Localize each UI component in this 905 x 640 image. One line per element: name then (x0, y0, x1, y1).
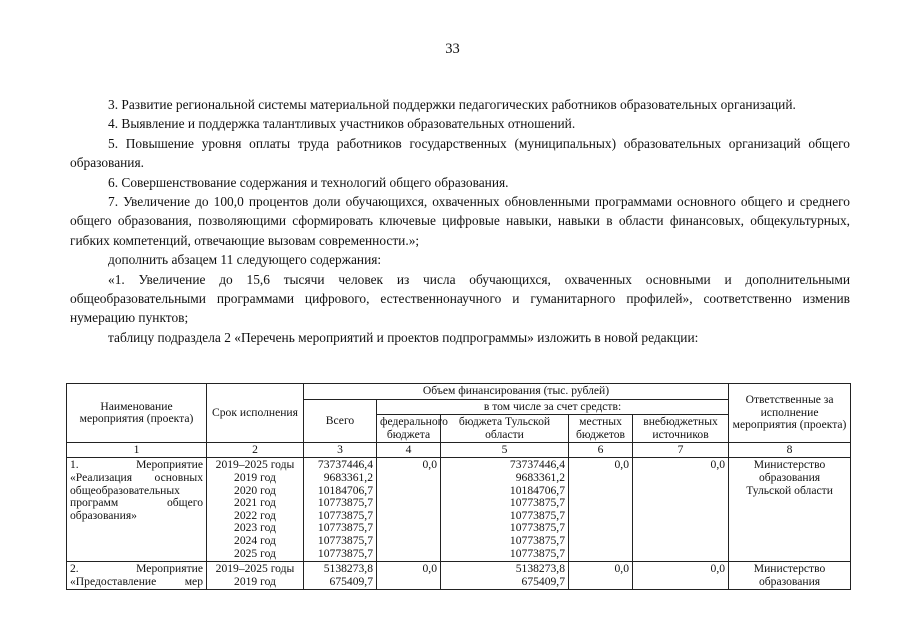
page-number: 33 (445, 41, 460, 57)
paragraph-item-5: 5. Повышение уровня оплаты труда работников государственных (муниципальных) образовательных организаций общего образования. (70, 135, 850, 171)
responsible-value: Министерство (753, 458, 826, 472)
term-value: 2022 год (234, 508, 276, 522)
activity-regional (441, 458, 569, 562)
total-value: 10773875,7 (317, 533, 373, 547)
activity-responsible (729, 562, 851, 590)
header-federal: федерального бюджета (377, 415, 441, 443)
regional-value: 10773875,7 (509, 533, 565, 547)
term-value: 2023 год (234, 521, 276, 535)
column-number: 7 (633, 443, 729, 458)
term-value: 2019–2025 годы (215, 458, 295, 472)
responsible-value: Тульской области (746, 483, 833, 497)
activity-name-word: Мероприятие (136, 458, 203, 472)
header-total: Всего (304, 399, 377, 443)
responsible-value: образования (758, 574, 821, 588)
column-number: 2 (207, 443, 304, 458)
term-value: 2019 год (234, 470, 276, 484)
activity-name (67, 562, 207, 590)
federal-value: 0,0 (422, 458, 437, 472)
column-number: 4 (377, 443, 441, 458)
header-extra: внебюджетных источников (633, 415, 729, 443)
activity-responsible (729, 458, 851, 562)
responsible-value: образования (758, 470, 821, 484)
activity-total (304, 562, 377, 590)
document-body (70, 95, 850, 347)
activity-local (569, 562, 633, 590)
activity-name-word: общеобразовательных (70, 483, 180, 497)
activity-extra (633, 562, 729, 590)
extra-value: 0,0 (710, 562, 726, 576)
header-term: Срок исполнения (207, 384, 304, 443)
total-value: 10773875,7 (317, 546, 373, 560)
term-value: 2025 год (234, 546, 276, 560)
activity-term (207, 562, 304, 590)
activity-name-line (70, 510, 203, 523)
activity-name-word: программ (70, 496, 119, 510)
activity-extra (633, 458, 729, 562)
column-number: 1 (67, 443, 207, 458)
activity-name-word: Мероприятие (136, 562, 203, 576)
paragraph-table-intro: таблицу подраздела 2 «Перечень мероприятий и проектов подпрограммы» изложить в новой редакции: (108, 329, 699, 345)
regional-value: 73737446,4 (509, 458, 565, 472)
activity-federal (377, 458, 441, 562)
column-number: 5 (441, 443, 569, 458)
term-value: 2021 год (234, 496, 276, 510)
activity-name-word: основных (154, 470, 203, 484)
total-value: 5138273,8 (323, 562, 373, 576)
paragraph-item-6: 6. Совершенствование содержания и технологий общего образования. (108, 174, 509, 190)
activity-name (67, 458, 207, 562)
term-value: 2024 год (234, 533, 276, 547)
column-number: 6 (569, 443, 633, 458)
regional-value: 5138273,8 (515, 562, 565, 576)
header-including: в том числе за счет средств: (377, 399, 729, 415)
total-value: 10184706,7 (317, 483, 373, 497)
responsible-value: Министерство (753, 562, 826, 576)
activity-regional (441, 562, 569, 590)
regional-value: 10773875,7 (509, 521, 565, 535)
column-number-row (67, 443, 851, 458)
paragraph-item-3: 3. Развитие региональной системы материальной поддержки педагогических работников образовательных организаций. (108, 97, 796, 112)
table-body (67, 458, 851, 590)
total-value: 675409,7 (329, 574, 373, 588)
table-header-row (67, 384, 851, 400)
regional-value: 10773875,7 (509, 496, 565, 510)
total-value: 10773875,7 (317, 508, 373, 522)
activity-name-word: «Предоставление (70, 574, 157, 588)
total-value: 10773875,7 (317, 521, 373, 535)
activity-name-word: мер (184, 574, 203, 588)
header-local: местных бюджетов (569, 415, 633, 443)
activity-total (304, 458, 377, 562)
extra-value: 0,0 (710, 458, 726, 472)
regional-value: 10773875,7 (509, 508, 565, 522)
regional-value: 9683361,2 (515, 470, 565, 484)
activity-name-word: «Реализация (70, 470, 133, 484)
federal-value: 0,0 (422, 562, 437, 576)
local-value: 0,0 (614, 458, 629, 472)
total-value: 9683361,2 (323, 470, 373, 484)
column-number: 3 (304, 443, 377, 458)
activity-name-line (70, 563, 203, 576)
local-value: 0,0 (614, 562, 629, 576)
regional-value: 10773875,7 (509, 546, 565, 560)
header-financing: Объем финансирования (тыс. рублей) (304, 384, 729, 400)
paragraph-item-7: 7. Увеличение до 100,0 процентов доли обучающихся, охваченных обновленными программами основного общего и среднего общего образования, позволяющими сформировать ключевые цифровые навыки, навыки в области финансовых, общекультурных, гибких компетенций, отвечающие вызовам современности.»; (70, 194, 850, 248)
regional-value: 675409,7 (521, 574, 565, 588)
column-number: 8 (729, 443, 851, 458)
term-value: 2019–2025 годы (215, 562, 295, 576)
activity-name-word: образования» (70, 508, 137, 522)
activities-table (66, 383, 851, 590)
header-regional: бюджета Тульской области (441, 415, 569, 443)
term-value: 2020 год (234, 483, 276, 497)
paragraph-amendment: дополнить абзацем 11 следующего содержания: (108, 252, 382, 268)
table-row (67, 562, 851, 590)
paragraph-item-4: 4. Выявление и поддержка талантливых участников образовательных отношений. (108, 116, 576, 132)
paragraph-new-item: «1. Увеличение до 15,6 тысячи человек из числа обучающихся, охваченных основными и дополнительными общеобразовательными программами цифрового, естественнонаучного и гуманитарного профилей», соответственно изменив нумерацию пунктов; (70, 271, 850, 326)
regional-value: 10184706,7 (509, 483, 565, 497)
activity-name-word: общего (166, 496, 203, 510)
header-name: Наименование мероприятия (проекта) (67, 384, 207, 443)
total-value: 10773875,7 (317, 496, 373, 510)
activity-local (569, 458, 633, 562)
activity-term (207, 458, 304, 562)
header-responsible: Ответственные за исполнение мероприятия (проекта) (729, 384, 851, 443)
total-value: 73737446,4 (317, 458, 373, 472)
term-value: 2019 год (234, 574, 276, 588)
activity-name-word: 1. (70, 458, 79, 472)
activity-name-word: 2. (70, 562, 79, 576)
activity-name-line (70, 576, 203, 589)
table-row (67, 458, 851, 562)
activity-federal (377, 562, 441, 590)
